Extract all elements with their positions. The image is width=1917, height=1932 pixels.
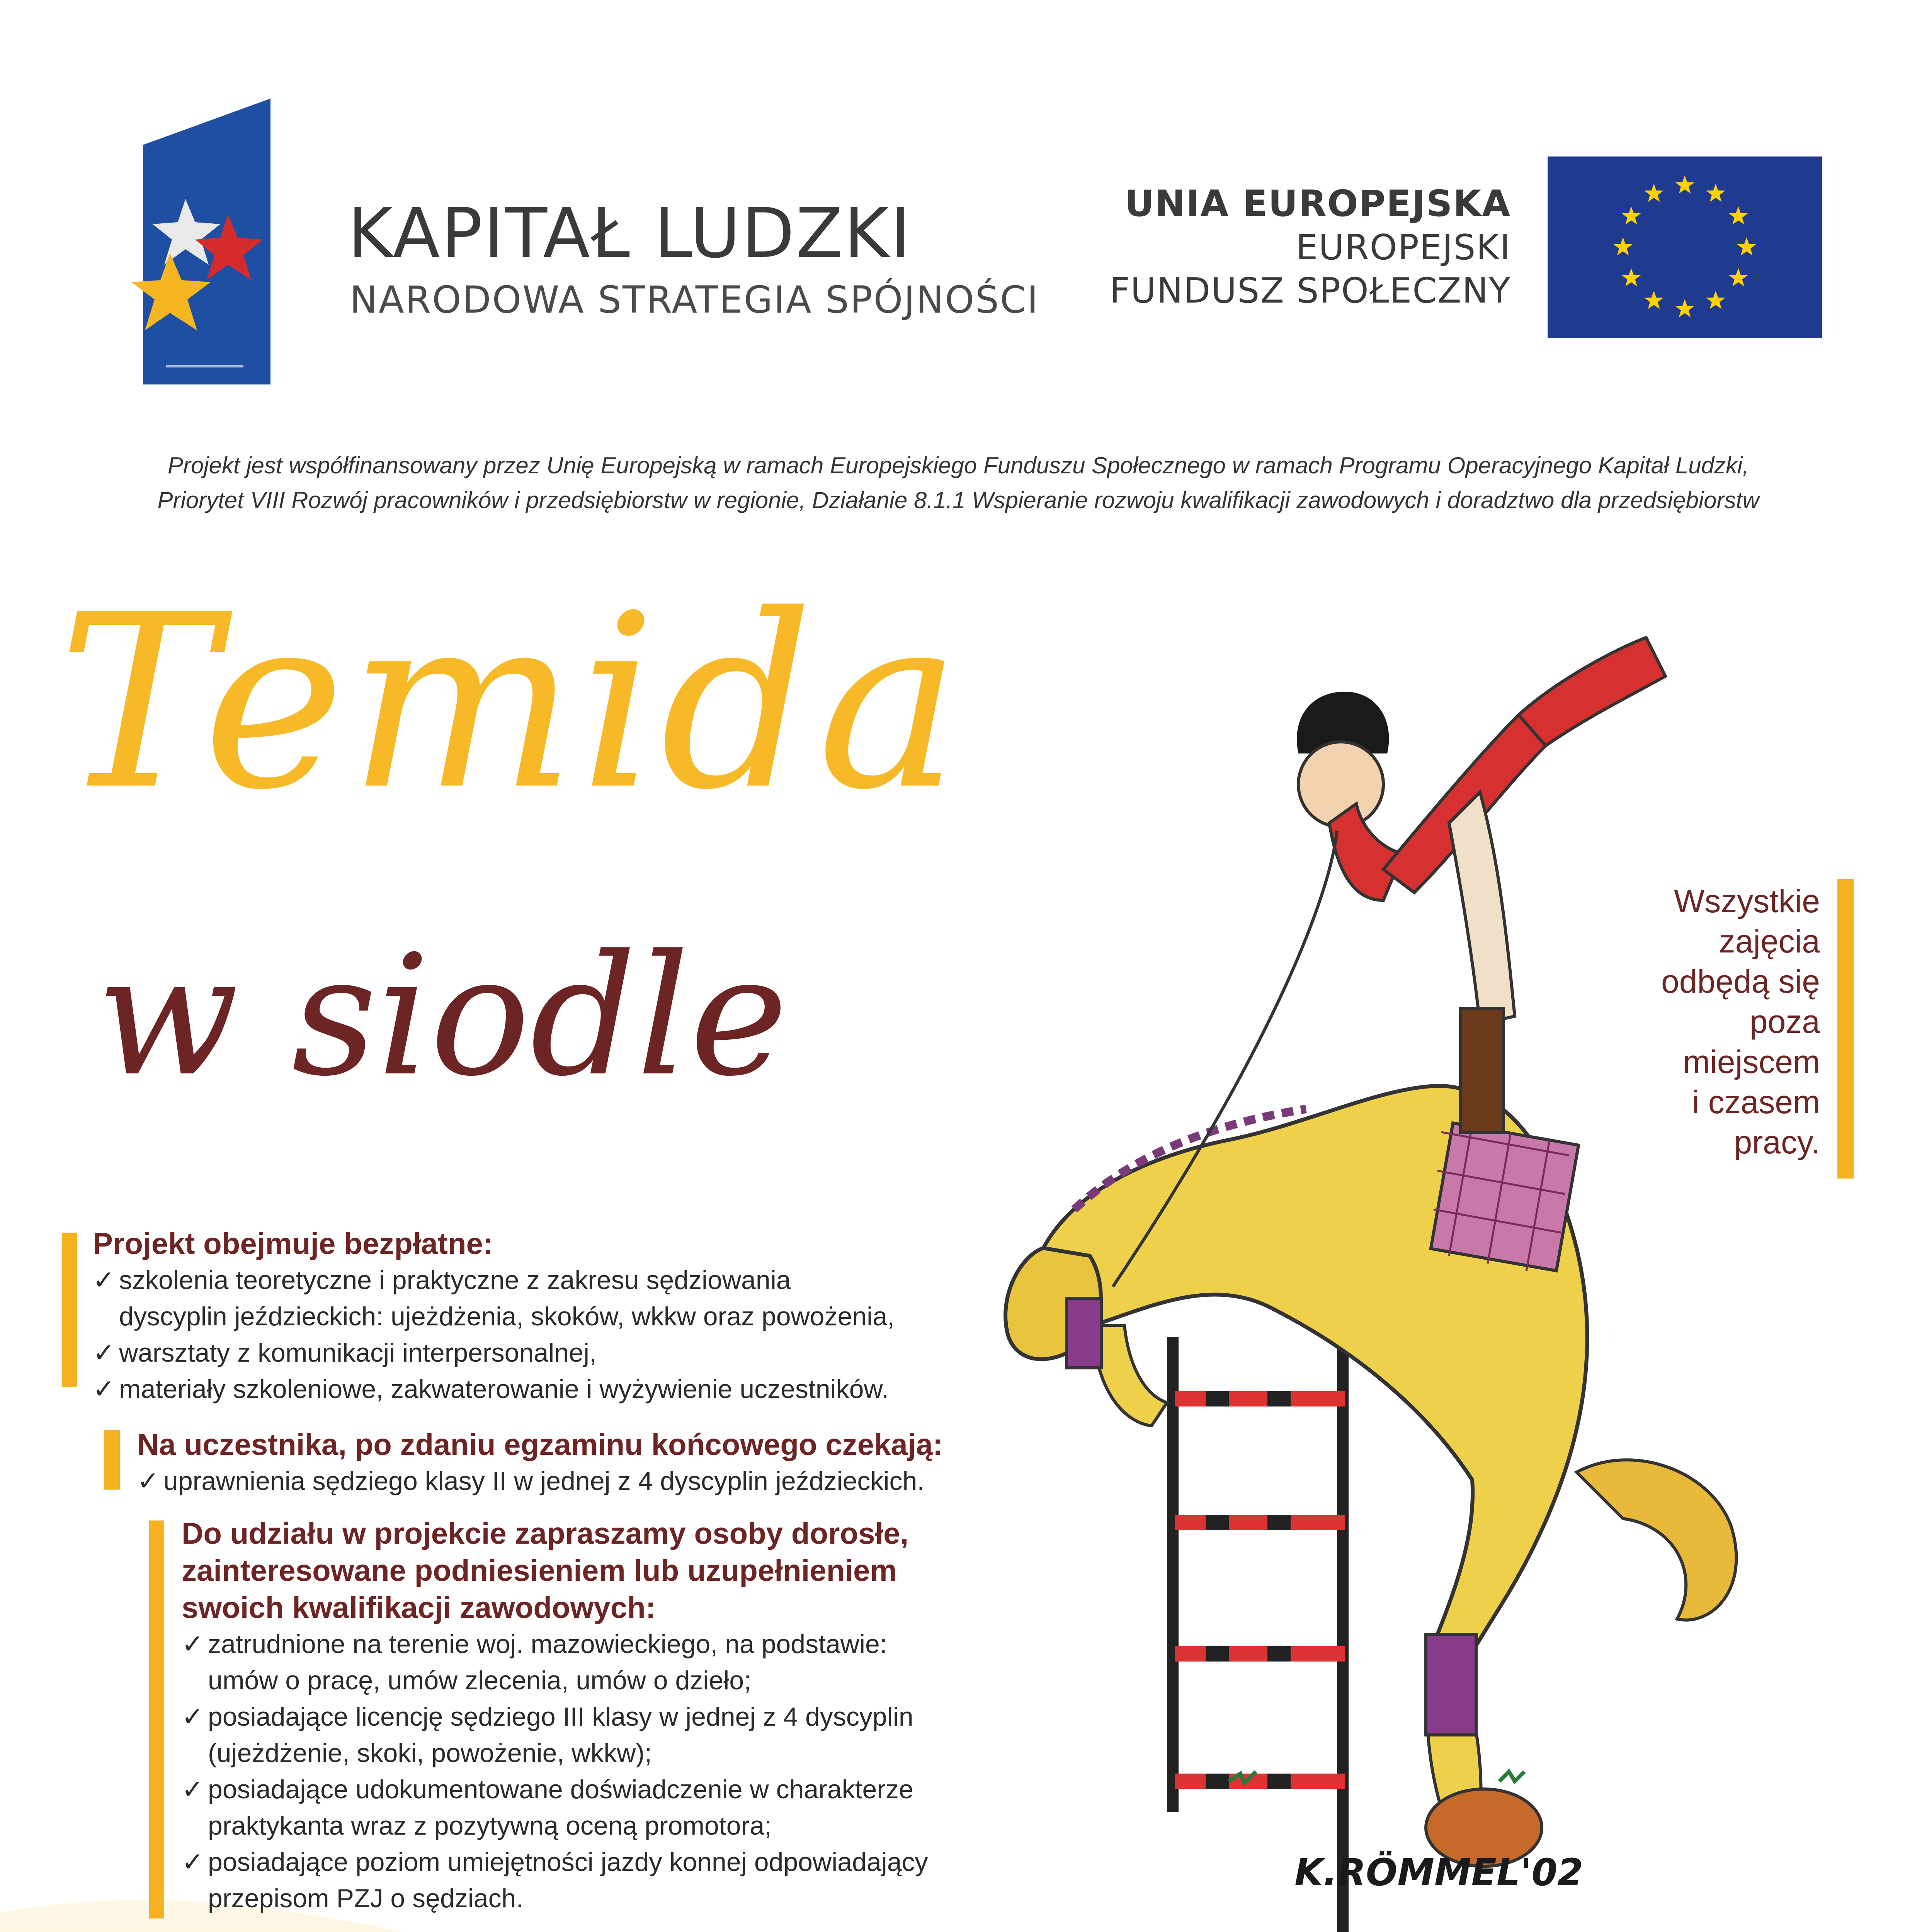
eu-flag-icon (1548, 156, 1822, 338)
ue-text-block (1043, 182, 1511, 313)
note-line: miejscem (1683, 1044, 1820, 1080)
note-line: Wszystkie (1674, 883, 1820, 919)
list-item-continuation: praktykanta wraz z pozytywną oceną promotora; (208, 1811, 772, 1840)
note-line: pracy. (1734, 1124, 1820, 1160)
checkmark-icon: ✓ (93, 1338, 115, 1367)
kapital-ludzki-logo (128, 99, 270, 384)
list-item-continuation: dyscyplin jeździeckich: ujeżdżenia, skoków, wkkw oraz powożenia, (119, 1302, 895, 1331)
checkmark-icon: ✓ (182, 1702, 204, 1731)
title-w-siodle: w siodle (97, 920, 788, 1113)
ue-fund-line2: FUNDUSZ SPOŁECZNY (1109, 270, 1511, 311)
list-item: ✓ materiały szkoleniowe, zakwaterowanie i wyżywienie uczestników. (93, 1371, 981, 1407)
list-item: ✓ posiadające udokumentowane doświadczenie w charakterze (182, 1771, 1012, 1808)
note-line: poza (1749, 1003, 1820, 1040)
list-item: ✓ posiadające licencję sędziego III klasy w jednej z 4 dyscyplin (182, 1699, 1012, 1735)
kapital-ludzki-title: KAPITAŁ LUDZKI (348, 193, 912, 273)
section3-heading-line: Do udziału w projekcie zapraszamy osoby dorosłe, (182, 1516, 909, 1550)
list-item: ✓ uprawnienia sędziego klasy II w jednej z 4 dyscyplin jeździeckich. (137, 1463, 1026, 1499)
kapital-ludzki-subtitle: NARODOWA STRATEGIA SPÓJNOŚCI (350, 278, 1039, 321)
section1-accent-bar (62, 1233, 77, 1387)
ue-fund-line1: EUROPEJSKI (1296, 227, 1511, 268)
section3-heading-line: swoich kwalifikacji zawodowych: (182, 1590, 656, 1624)
list-item: ✓ warsztaty z komunikacji interpersonalnej, (93, 1335, 981, 1371)
section-project-includes (93, 1225, 981, 1407)
list-item-continuation: (ujeżdżenie, skoki, powożenie, wkkw); (208, 1738, 652, 1768)
cofinancing-line1: Projekt jest współfinansowany przez Unię Europejską w ramach Europejskiego Funduszu Społecznego w ramach Programu Operacyjnego Kapitał Ludzki, (167, 452, 1749, 478)
section3-heading-line: zainteresowane podniesieniem lub uzupełnieniem (182, 1553, 897, 1587)
note-line: zajęcia (1719, 923, 1820, 959)
cofinancing-line2: Priorytet VIII Rozwój pracowników i przedsiębiorstw w regionie, Działanie 8.1.1 Wspieranie rozwoju kwalifikacji zawodowych i doradztwo dla przedsiębiorstw (157, 487, 1759, 513)
fence-rails (1175, 1391, 1345, 1789)
section3-accent-bar (149, 1520, 164, 1918)
note-line: odbędą się (1661, 963, 1820, 1000)
checkmark-icon: ✓ (93, 1265, 115, 1295)
note-line: i czasem (1692, 1084, 1820, 1120)
section1-heading: Projekt obejmuje bezpłatne: (93, 1226, 493, 1260)
checkmark-icon: ✓ (182, 1775, 204, 1804)
illustration-signature: K.RÖMMEL'02 (1294, 1851, 1584, 1894)
checkmark-icon: ✓ (182, 1847, 204, 1877)
checkmark-icon: ✓ (137, 1466, 159, 1496)
note-accent-bar (1837, 879, 1854, 1179)
list-item: ✓ posiadające poziom umiejętności jazdy konnej odpowiadający (182, 1844, 1012, 1880)
section2-accent-bar (104, 1430, 120, 1490)
horse-jump-illustration (997, 553, 1816, 1932)
title-temida: Temida (58, 564, 964, 842)
ue-title: UNIA EUROPEJSKA (1124, 183, 1511, 225)
checkmark-icon: ✓ (182, 1629, 204, 1659)
note-text (1577, 881, 1820, 1162)
list-item: ✓ zatrudnione na terenie woj. mazowieckiego, na podstawie: (182, 1626, 1012, 1662)
section-after-exam (137, 1426, 1026, 1499)
list-item-continuation: przepisom PZJ o sędziach. (208, 1884, 524, 1913)
section2-heading: Na uczestnika, po zdaniu egzaminu końcowego czekają: (137, 1427, 943, 1461)
cofinancing-note (23, 448, 1893, 518)
checkmark-icon: ✓ (93, 1374, 115, 1404)
list-item: ✓ szkolenia teoretyczne i praktyczne z zakresu sędziowania (93, 1262, 981, 1298)
list-item-continuation: umów o pracę, umów zlecenia, umów o dzieło; (208, 1666, 751, 1695)
section-eligibility (182, 1515, 1012, 1917)
